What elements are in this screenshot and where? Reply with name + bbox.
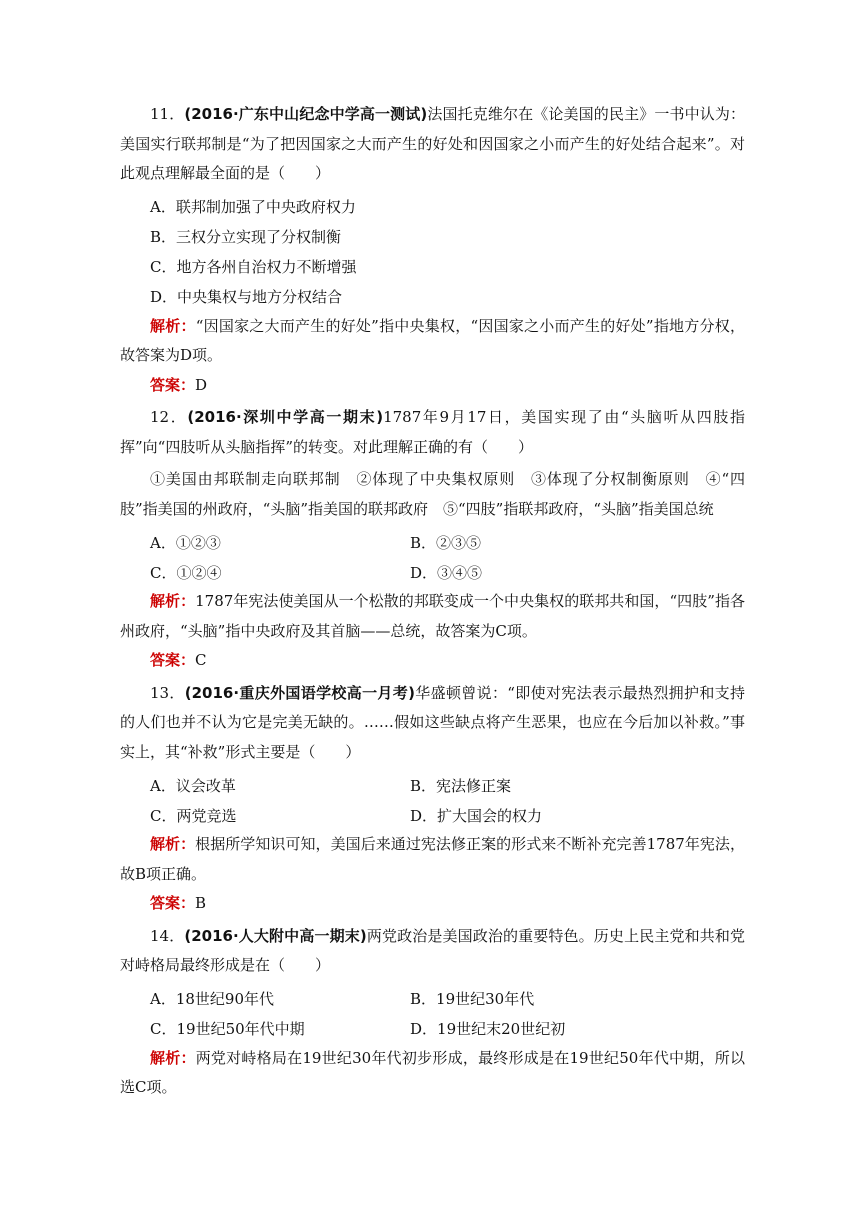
- answer: [120, 371, 745, 401]
- answer-value: D: [195, 375, 208, 394]
- question-stem: [120, 922, 745, 981]
- option-a: A．18世纪90年代: [150, 990, 275, 1008]
- analysis-label: 解析：: [150, 592, 196, 610]
- question-number: 11．: [150, 105, 185, 123]
- question-stem: [120, 679, 745, 768]
- answer-value: B: [195, 894, 207, 912]
- question-11: [120, 100, 745, 400]
- question-stem: [120, 403, 745, 462]
- analysis-text: 1787年宪法使美国从一个松散的邦联变成一个中央集权的联邦共和国，“四肢”指各州政府，“头脑”指中央政府及其首脑——总统，故答案为C项。: [120, 592, 745, 640]
- question-stem: [120, 100, 745, 189]
- options: [120, 770, 745, 830]
- option-a: A．议会改革: [150, 776, 236, 795]
- analysis-label: 解析：: [150, 835, 196, 853]
- analysis-text: “因国家之大而产生的好处”指中央集权，“因国家之小而产生的好处”指地方分权，故答案为D项。: [120, 316, 745, 364]
- question-text: 两党政治是美国政治的重要特色。历史上民主党和共和党对峙格局最终形成是在（ ）: [120, 926, 745, 974]
- option-c: C．两党竞选: [150, 806, 237, 825]
- question-source: (2016·重庆外国语学校高一月考): [184, 683, 415, 702]
- analysis-text: 两党对峙格局在19世纪30年代初步形成，最终形成是在19世纪50年代中期，所以选C项。: [120, 1048, 745, 1096]
- analysis: [120, 1044, 745, 1103]
- option-d: D．19世纪末20世纪初: [410, 1020, 566, 1038]
- question-number: 14．: [150, 926, 185, 945]
- answer: [120, 646, 745, 676]
- question-text: 法国托克维尔在《论美国的民主》一书中认为：美国实行联邦制是“为了把因国家之大而产生的好处和因国家之小而产生的好处结合起来”。对此观点理解最全面的是（ ）: [120, 105, 745, 182]
- answer: [120, 889, 745, 919]
- analysis: [120, 830, 745, 889]
- question-12: [120, 403, 745, 676]
- option-a: A．①②③: [150, 533, 221, 552]
- option-d: D．中央集权与地方分权结合: [150, 288, 343, 306]
- answer-label: 答案：: [150, 894, 196, 912]
- question-source: (2016·广东中山纪念中学高一测试): [184, 105, 428, 123]
- question-source: (2016·深圳中学高一期末): [187, 408, 384, 426]
- question-source: (2016·人大附中高一期末): [184, 926, 367, 945]
- answer-label: 答案：: [150, 651, 196, 669]
- analysis: [120, 312, 745, 371]
- option-b: B．19世纪30年代: [410, 990, 535, 1008]
- analysis-text: 根据所学知识可知，美国后来通过宪法修正案的形式来不断补充完善1787年宪法，故B项正确。: [120, 835, 745, 883]
- option-d: D．③④⑤: [410, 563, 483, 582]
- answer-value: C: [195, 651, 207, 669]
- option-c: C．19世纪50年代中期: [150, 1020, 305, 1038]
- analysis-label: 解析：: [150, 1048, 196, 1067]
- option-c: C．①②④: [150, 563, 222, 582]
- option-b: B．宪法修正案: [410, 776, 512, 795]
- question-14: [120, 922, 745, 1103]
- option-b: B．②③⑤: [410, 533, 482, 552]
- option-d: D．扩大国会的权力: [410, 806, 543, 825]
- analysis: [120, 587, 745, 646]
- option-a: A．联邦制加强了中央政府权力: [150, 198, 356, 216]
- question-13: [120, 679, 745, 919]
- options: [120, 192, 745, 312]
- options: [120, 527, 745, 587]
- answer-label: 答案：: [150, 375, 196, 394]
- options: [120, 984, 745, 1044]
- option-b: B．三权分立实现了分权制衡: [150, 228, 342, 246]
- question-text: 华盛顿曾说：“即使对宪法表示最热烈拥护和支持的人们也并不认为它是完美无缺的。……假如这些缺点将产生恶果，也应在今后加以补救。”事实上，其“补救”形式主要是（ ）: [120, 683, 745, 761]
- option-c: C．地方各州自治权力不断增强: [150, 258, 357, 276]
- question-number: 12．: [150, 408, 188, 426]
- question-number: 13．: [150, 683, 185, 702]
- question-statements: ①美国由邦联制走向联邦制 ②体现了中央集权原则 ③体现了分权制衡原则 ④“四肢”指美国的州政府，“头脑”指美国的联邦政府 ⑤“四肢”指联邦政府，“头脑”指美国总统: [120, 470, 745, 518]
- analysis-label: 解析：: [150, 316, 196, 335]
- question-text: 1787年9月17日，美国实现了由“头脑听从四肢指挥”向“四肢听从头脑指挥”的转变。对此理解正确的有（ ）: [120, 408, 745, 456]
